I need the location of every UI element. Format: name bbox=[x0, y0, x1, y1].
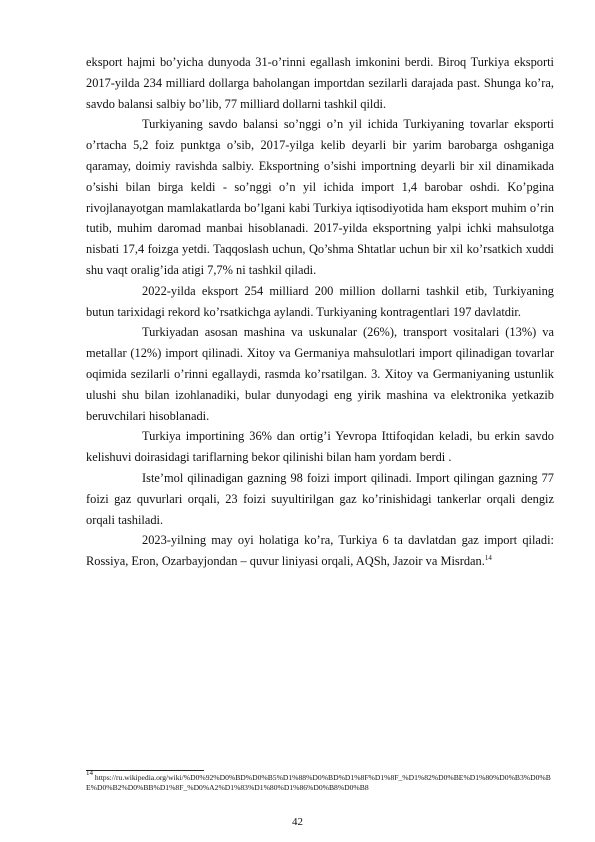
footnote-number: 14 bbox=[86, 769, 93, 777]
body-text bbox=[86, 52, 554, 572]
footnote-divider bbox=[86, 770, 204, 771]
paragraph-3: 2022-yilda eksport 254 milliard 200 million dollarni tashkil etib, Turkiyaning butun tarixidagi rekord ko’rsatkichga aylandi. Turkiyaning kontragentlari 197 davlatdir. bbox=[86, 283, 554, 319]
paragraph-4: Turkiyadan asosan mashina va uskunalar (26%), transport vositalari (13%) va metallar (12%) import qilinadi. Xitoy va Germaniya mahsulotlari import qilinadigan tovarlar oqimida sezilarli o’rinni egallaydi, rasmda ko’rsatilgan. 3. Xitoy va Germaniyaning ustunlik ulushi shu bilan izohlanadiki, bular dunyodagi eng yirik mashina va elektronika yetkazib beruvchilari hisoblanadi. bbox=[86, 325, 554, 423]
footnote-link[interactable]: https://ru.wikipedia.org/wiki/%D0%92%D0%BD%D0%B5%D1%88%D0%BD%D1%8F%D1%8F_%D1%82%D0%BE%D1%80%D0%B3%D0%BE%D0%B2%D0%BB%D1%8F_%D0%A2%D1%83%D1%80%D1%86%D0%B8%D0%B8 bbox=[86, 773, 551, 793]
paragraph-1: eksport hajmi bo’yicha dunyoda 31-o’rinni egallash imkonini berdi. Biroq Turkiya eksporti 2017-yilda 234 milliard dollarga baholangan importdan sezilarli darajada past. Shunga ko’ra, savdo balansi salbiy bo’lib, 77 milliard dollarni tashkil qildi. bbox=[86, 55, 554, 111]
paragraph-7 bbox=[86, 530, 554, 572]
paragraph-7-text: 2023-yilning may oyi holatiga ko’ra, Turkiya 6 ta davlatdan gaz import qiladi: Rossiya, Eron, Ozarbayjondan – quvur liniyasi orqali, AQSh, Jazoir va Misrdan. bbox=[86, 533, 554, 569]
footnote-reference[interactable]: 14 bbox=[484, 554, 492, 563]
footnote bbox=[86, 769, 556, 793]
paragraph-5: Turkiya importining 36% dan ortig’i Yevropa Ittifoqidan keladi, bu erkin savdo kelishuvi doirasidagi tariflarning bekor qilinishi bilan ham yordam berdi . bbox=[86, 429, 554, 465]
paragraph-2: Turkiyaning savdo balansi so’nggi o’n yil ichida Turkiyaning tovarlar eksporti o’rtacha 5,2 foiz punktga o’sib, 2017-yilga kelib deyarli bir yarim barobarga oshganiga qaramay, doimiy ravishda salbiy. Eksportning o’sishi importning deyarli bir xil dinamikada o’sishi bilan birga keldi - so’nggi o’n yil ichida import 1,4 barobar oshdi. Ko’pgina rivojlanayotgan mamlakatlarda bo’lgani kabi Turkiya iqtisodiyotida ham eksport muhim o’rin tutib, muhim daromad manbai hisoblanadi. 2017-yilda eksportning yalpi ichki mahsulotga nisbati 17,4 foizga yetdi. Taqqoslash uchun, Qo’shma Shtatlar uchun bir xil ko’rsatkich xuddi shu vaqt oralig’ida atigi 7,7% ni tashkil qiladi. bbox=[86, 117, 554, 277]
paragraph-6: Iste’mol qilinadigan gazning 98 foizi import qilinadi. Import qilingan gazning 77 foizi gaz quvurlari orqali, 23 foizi suyultirilgan gaz ko’rinishidagi tankerlar orqali dengiz orqali tashiladi. bbox=[86, 470, 554, 527]
page-number: 42 bbox=[292, 816, 303, 828]
